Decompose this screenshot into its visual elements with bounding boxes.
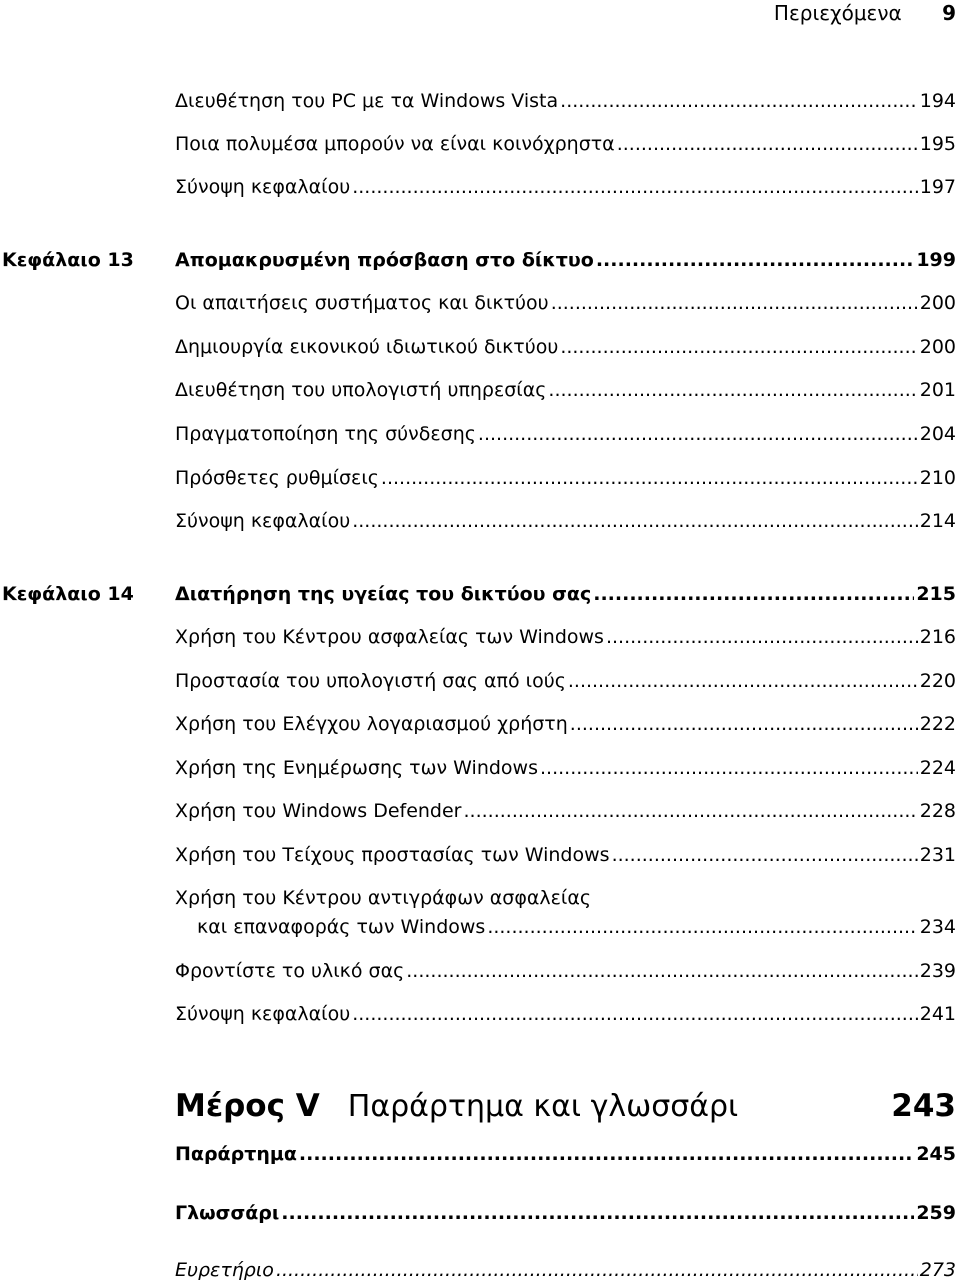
toc-entry-page: 201 — [919, 379, 956, 401]
leader-dots — [551, 289, 918, 317]
toc-entry[interactable] — [175, 841, 956, 869]
toc-entry-page: 241 — [919, 1003, 956, 1025]
toc-entry-page: 210 — [919, 467, 956, 489]
chapter-page: 199 — [916, 249, 956, 271]
toc-entry[interactable] — [175, 464, 956, 492]
leader-dots — [560, 333, 917, 361]
toc-entry-page: 234 — [919, 916, 956, 938]
toc-entry[interactable] — [175, 710, 956, 738]
leader-dots — [487, 913, 917, 941]
leader-dots — [568, 667, 918, 695]
toc-entry-title: Φροντίστε το υλικό σας — [175, 960, 405, 982]
leader-dots — [617, 130, 918, 158]
leader-dots — [281, 1199, 914, 1227]
toc-entry-title: Χρήση του Windows Defender — [175, 800, 462, 822]
leader-dots — [352, 173, 918, 201]
toc-entry-title: Χρήση του Τείχους προστασίας των Windows — [175, 844, 610, 866]
toc-entry-title: Προστασία του υπολογιστή σας από ιούς — [175, 670, 566, 692]
toc-entry[interactable] — [175, 87, 956, 115]
toc-entry-appendix[interactable] — [175, 1140, 956, 1168]
toc-entry-title: Δημιουργία εικονικού ιδιωτικού δικτύου — [175, 336, 559, 358]
part-5-heading[interactable] — [175, 1088, 956, 1128]
leader-dots — [606, 623, 918, 651]
toc-entry-title: Διευθέτηση του υπολογιστή υπηρεσίας — [175, 379, 547, 401]
leader-dots — [548, 376, 917, 404]
toc-entry-page: 194 — [919, 90, 956, 112]
toc-entry-title: Πρόσθετες ρυθμίσεις — [175, 467, 379, 489]
part-title: Παράρτημα και γλωσσάρι — [347, 1089, 739, 1124]
toc-entry[interactable] — [175, 623, 956, 651]
chapter-14-heading[interactable] — [175, 580, 956, 608]
toc-entry-page: 216 — [919, 626, 956, 648]
toc-entry-title: Σύνοψη κεφαλαίου — [175, 1003, 351, 1025]
toc-entry-multiline-first[interactable]: Χρήση του Κέντρου αντιγράφων ασφαλείας — [175, 887, 592, 909]
toc-entry-title: Παράρτημα — [175, 1143, 297, 1165]
toc-entry-title: Ευρετήριο — [175, 1259, 274, 1281]
toc-entry-title: Πραγματοποίηση της σύνδεσης — [175, 423, 476, 445]
toc-entry-title: Οι απαιτήσεις συστήματος και δικτύου — [175, 292, 549, 314]
toc-entry-title: Χρήση του Κέντρου ασφαλείας των Windows — [175, 626, 604, 648]
toc-entry-page: 214 — [919, 510, 956, 532]
running-header-title: Περιεχόμενα — [773, 1, 902, 25]
chapter-title: Απομακρυσμένη πρόσβαση στο δίκτυο — [175, 249, 594, 271]
toc-entry-page: 231 — [919, 844, 956, 866]
leader-dots — [560, 87, 918, 115]
toc-entry-multiline-second[interactable] — [197, 913, 956, 941]
toc-entry-page: 197 — [919, 176, 956, 198]
chapter-13-label: Κεφάλαιο 13 — [2, 249, 134, 271]
toc-entry-page: 220 — [919, 670, 956, 692]
toc-entry-title: Διευθέτηση του PC με τα Windows Vista — [175, 90, 559, 112]
toc-entry[interactable] — [175, 957, 956, 985]
toc-entry-page: 200 — [919, 336, 956, 358]
toc-entry-title: Γλωσσάρι — [175, 1202, 280, 1224]
chapter-page: 215 — [916, 583, 956, 605]
leader-dots — [540, 754, 918, 782]
toc-entry-title: Χρήση του Ελέγχου λογαριασμού χρήστη — [175, 713, 568, 735]
page-number: 9 — [942, 1, 956, 25]
toc-entry[interactable] — [175, 754, 956, 782]
leader-dots — [570, 710, 918, 738]
toc-entry-title: Σύνοψη κεφαλαίου — [175, 176, 351, 198]
part-page: 243 — [891, 1088, 956, 1124]
toc-entry[interactable] — [175, 173, 956, 201]
toc-entry-page: 224 — [919, 757, 956, 779]
toc-entry-page: 228 — [919, 800, 956, 822]
part-label: Μέρος V — [175, 1088, 320, 1124]
toc-entry[interactable] — [175, 376, 956, 404]
leader-dots — [352, 1000, 918, 1028]
toc-entry-page: 200 — [919, 292, 956, 314]
toc-entry[interactable] — [175, 507, 956, 535]
toc-entry-page: 259 — [916, 1202, 956, 1224]
leader-dots — [596, 246, 915, 274]
toc-entry[interactable] — [175, 289, 956, 317]
toc-entry-title: Χρήση της Ενημέρωσης των Windows — [175, 757, 538, 779]
toc-entry-page: 273 — [919, 1259, 956, 1281]
toc-entry-glossary[interactable] — [175, 1199, 956, 1227]
leader-dots — [478, 420, 918, 448]
toc-entry[interactable] — [175, 1000, 956, 1028]
toc-entry[interactable] — [175, 333, 956, 361]
toc-entry[interactable] — [175, 797, 956, 825]
leader-dots — [381, 464, 918, 492]
toc-entry-page: 245 — [916, 1143, 956, 1165]
toc-entry-page: 195 — [919, 133, 956, 155]
toc-entry-title: και επαναφοράς των Windows — [197, 916, 486, 938]
toc-entry[interactable] — [175, 667, 956, 695]
leader-dots — [352, 507, 918, 535]
toc-entry-page: 204 — [919, 423, 956, 445]
chapter-14-label: Κεφάλαιο 14 — [2, 583, 134, 605]
running-header — [774, 0, 956, 26]
toc-entry-title: Σύνοψη κεφαλαίου — [175, 510, 351, 532]
toc-entry-page: 239 — [919, 960, 956, 982]
chapter-title: Διατήρηση της υγείας του δικτύου σας — [175, 583, 592, 605]
leader-dots — [612, 841, 918, 869]
leader-dots — [276, 1256, 918, 1284]
toc-entry-title: Ποια πολυμέσα μπορούν να είναι κοινόχρηστα — [175, 133, 615, 155]
leader-dots — [299, 1140, 914, 1168]
leader-dots — [406, 957, 917, 985]
leader-dots — [593, 580, 914, 608]
toc-entry[interactable] — [175, 420, 956, 448]
leader-dots — [464, 797, 918, 825]
toc-entry-page: 222 — [919, 713, 956, 735]
toc-entry[interactable] — [175, 130, 956, 158]
toc-entry-index[interactable] — [175, 1256, 956, 1284]
chapter-13-heading[interactable] — [175, 246, 956, 274]
